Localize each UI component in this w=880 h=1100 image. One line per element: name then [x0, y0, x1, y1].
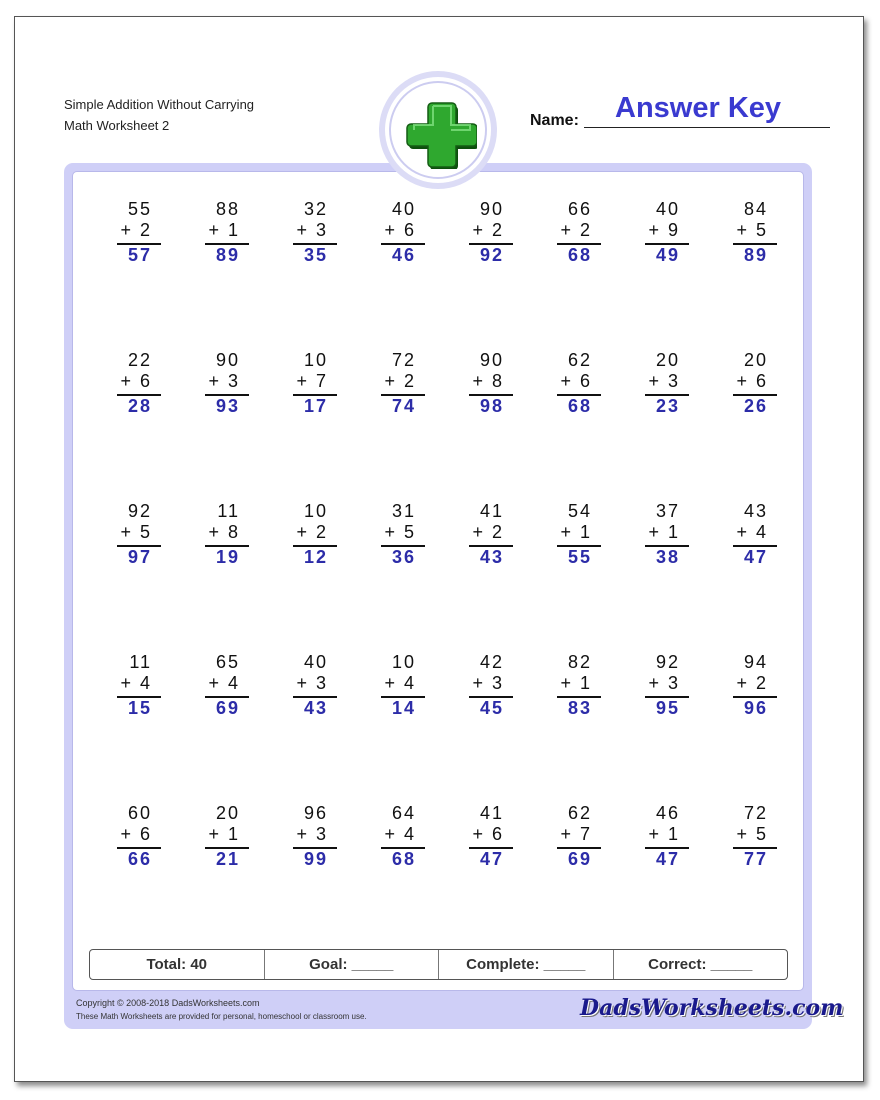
- answer-value: 19: [215, 547, 240, 567]
- addition-problem: [276, 350, 346, 430]
- addend-bottom: + 2: [296, 522, 328, 542]
- total-count: Total: 40: [90, 950, 265, 979]
- addend-bottom: + 7: [560, 824, 592, 844]
- answer-value: 45: [479, 698, 504, 718]
- answer-value: 74: [391, 396, 416, 416]
- addition-problem: [100, 803, 170, 883]
- addend-bottom: + 7: [296, 371, 328, 391]
- addition-problem: [540, 501, 610, 581]
- addend-bottom: + 6: [560, 371, 592, 391]
- addend-bottom: + 2: [560, 220, 592, 240]
- answer-value: 35: [303, 245, 328, 265]
- addend-bottom: + 4: [208, 673, 240, 693]
- answer-value: 17: [303, 396, 328, 416]
- addend-top: 37: [655, 501, 680, 521]
- addition-problem: [452, 199, 522, 279]
- addend-top: 90: [479, 350, 504, 370]
- addend-top: 11: [217, 501, 240, 521]
- addend-bottom: + 6: [120, 824, 152, 844]
- answer-value: 96: [743, 698, 768, 718]
- answer-value: 47: [743, 547, 768, 567]
- addend-top: 40: [655, 199, 680, 219]
- answer-value: 68: [391, 849, 416, 869]
- addend-top: 72: [391, 350, 416, 370]
- addend-bottom: + 1: [648, 824, 680, 844]
- answer-value: 99: [303, 849, 328, 869]
- addend-top: 55: [127, 199, 152, 219]
- addend-top: 92: [655, 652, 680, 672]
- answer-value: 55: [567, 547, 592, 567]
- addend-top: 10: [303, 501, 328, 521]
- addend-bottom: + 2: [120, 220, 152, 240]
- addition-problem: [188, 652, 258, 732]
- addend-bottom: + 4: [736, 522, 768, 542]
- answer-value: 36: [391, 547, 416, 567]
- addend-bottom: + 1: [560, 673, 592, 693]
- answer-value: 68: [567, 396, 592, 416]
- addend-top: 40: [391, 199, 416, 219]
- answer-value: 38: [655, 547, 680, 567]
- addend-top: 20: [743, 350, 768, 370]
- complete-field: Complete: _____: [439, 950, 614, 979]
- answer-value: 95: [655, 698, 680, 718]
- brand-logo: DadsWorksheets.com: [580, 995, 844, 1021]
- addend-bottom: + 2: [472, 220, 504, 240]
- answer-value: 98: [479, 396, 504, 416]
- addition-problem: [276, 652, 346, 732]
- addition-problem: [276, 803, 346, 883]
- addend-bottom: + 5: [384, 522, 416, 542]
- answer-value: 28: [127, 396, 152, 416]
- addend-bottom: + 4: [384, 673, 416, 693]
- answer-value: 46: [391, 245, 416, 265]
- addition-problem: [100, 199, 170, 279]
- addend-bottom: + 4: [120, 673, 152, 693]
- answer-value: 89: [743, 245, 768, 265]
- addition-problem: [716, 652, 786, 732]
- answer-value: 15: [127, 698, 152, 718]
- addend-bottom: + 3: [648, 673, 680, 693]
- addition-problem: [188, 350, 258, 430]
- addend-bottom: + 3: [296, 220, 328, 240]
- addition-problem: [628, 803, 698, 883]
- answer-value: 93: [215, 396, 240, 416]
- addition-problem: [364, 501, 434, 581]
- answer-value: 47: [479, 849, 504, 869]
- addend-top: 65: [215, 652, 240, 672]
- addend-top: 90: [215, 350, 240, 370]
- addition-problem: [276, 501, 346, 581]
- answer-value: 89: [215, 245, 240, 265]
- addend-top: 94: [743, 652, 768, 672]
- addend-top: 90: [479, 199, 504, 219]
- answer-value: 69: [567, 849, 592, 869]
- addend-top: 62: [567, 803, 592, 823]
- addend-bottom: + 6: [384, 220, 416, 240]
- answer-value: 23: [655, 396, 680, 416]
- usage-notice: These Math Worksheets are provided for personal, homeschool or classroom use.: [76, 1012, 367, 1021]
- addend-top: 66: [567, 199, 592, 219]
- addition-problem: [276, 199, 346, 279]
- addition-problem: [100, 652, 170, 732]
- addend-bottom: + 1: [560, 522, 592, 542]
- addend-top: 41: [479, 501, 504, 521]
- addend-bottom: + 1: [648, 522, 680, 542]
- addend-top: 60: [127, 803, 152, 823]
- addend-top: 43: [743, 501, 768, 521]
- addend-top: 72: [743, 803, 768, 823]
- answer-value: 77: [743, 849, 768, 869]
- addition-problem: [540, 803, 610, 883]
- addend-top: 64: [391, 803, 416, 823]
- problems-frame: [64, 163, 812, 1029]
- addend-bottom: + 6: [120, 371, 152, 391]
- answer-value: 69: [215, 698, 240, 718]
- answer-value: 57: [127, 245, 152, 265]
- addition-problem: [364, 803, 434, 883]
- addition-problem: [628, 199, 698, 279]
- answer-key-label: Answer Key: [615, 92, 782, 124]
- addition-problem: [716, 501, 786, 581]
- addend-top: 10: [303, 350, 328, 370]
- addition-problem: [364, 199, 434, 279]
- addition-problem: [540, 652, 610, 732]
- addition-problem: [364, 350, 434, 430]
- addition-problem: [188, 199, 258, 279]
- answer-value: 12: [303, 547, 328, 567]
- addend-bottom: + 2: [384, 371, 416, 391]
- addend-bottom: + 3: [296, 824, 328, 844]
- addend-bottom: + 6: [736, 371, 768, 391]
- addition-problem: [452, 501, 522, 581]
- addend-top: 84: [743, 199, 768, 219]
- answer-value: 92: [479, 245, 504, 265]
- addition-problem: [188, 803, 258, 883]
- addend-top: 92: [127, 501, 152, 521]
- answer-value: 43: [479, 547, 504, 567]
- answer-value: 26: [743, 396, 768, 416]
- addend-top: 54: [567, 501, 592, 521]
- addend-top: 20: [655, 350, 680, 370]
- addition-problem: [188, 501, 258, 581]
- addition-problem: [100, 350, 170, 430]
- green-plus-icon: [405, 97, 477, 169]
- addend-bottom: + 3: [296, 673, 328, 693]
- addend-top: 88: [215, 199, 240, 219]
- addition-problem: [628, 501, 698, 581]
- addend-bottom: + 5: [736, 220, 768, 240]
- addition-problem: [100, 501, 170, 581]
- addend-top: 11: [129, 652, 152, 672]
- answer-value: 97: [127, 547, 152, 567]
- addend-top: 41: [479, 803, 504, 823]
- answer-value: 14: [391, 698, 416, 718]
- addition-problem: [540, 199, 610, 279]
- score-bar: [89, 949, 788, 980]
- addend-bottom: + 3: [208, 371, 240, 391]
- answer-value: 43: [303, 698, 328, 718]
- copyright-text: Copyright © 2008-2018 DadsWorksheets.com: [76, 998, 260, 1008]
- addend-top: 10: [391, 652, 416, 672]
- addend-bottom: + 5: [120, 522, 152, 542]
- addend-top: 96: [303, 803, 328, 823]
- addend-bottom: + 5: [736, 824, 768, 844]
- addend-bottom: + 4: [384, 824, 416, 844]
- addend-top: 40: [303, 652, 328, 672]
- answer-value: 49: [655, 245, 680, 265]
- goal-field: Goal: _____: [265, 950, 440, 979]
- addend-top: 62: [567, 350, 592, 370]
- addend-bottom: + 1: [208, 824, 240, 844]
- answer-value: 47: [655, 849, 680, 869]
- addend-bottom: + 6: [472, 824, 504, 844]
- addition-problem: [628, 350, 698, 430]
- problems-grid: [72, 171, 804, 991]
- addition-problem: [452, 350, 522, 430]
- answer-value: 21: [215, 849, 240, 869]
- correct-field: Correct: _____: [648, 956, 753, 973]
- answer-value: 66: [127, 849, 152, 869]
- addend-top: 46: [655, 803, 680, 823]
- addition-problem: [364, 652, 434, 732]
- worksheet-subtitle: Math Worksheet 2: [64, 118, 170, 133]
- name-line: [584, 127, 830, 128]
- addend-bottom: + 2: [736, 673, 768, 693]
- addition-problem: [628, 652, 698, 732]
- addend-bottom: + 8: [208, 522, 240, 542]
- addend-bottom: + 1: [208, 220, 240, 240]
- addend-bottom: + 2: [472, 522, 504, 542]
- addition-problem: [452, 652, 522, 732]
- answer-value: 68: [567, 245, 592, 265]
- addend-bottom: + 9: [648, 220, 680, 240]
- addend-top: 82: [567, 652, 592, 672]
- plus-badge: [379, 71, 497, 189]
- addition-problem: [716, 199, 786, 279]
- answer-value: 83: [567, 698, 592, 718]
- addend-bottom: + 3: [648, 371, 680, 391]
- name-label: Name:: [530, 112, 579, 129]
- addition-problem: [540, 350, 610, 430]
- addend-top: 31: [391, 501, 416, 521]
- addend-top: 42: [479, 652, 504, 672]
- addend-top: 32: [303, 199, 328, 219]
- addend-bottom: + 8: [472, 371, 504, 391]
- addition-problem: [452, 803, 522, 883]
- addend-bottom: + 3: [472, 673, 504, 693]
- addend-top: 22: [127, 350, 152, 370]
- addend-top: 20: [215, 803, 240, 823]
- worksheet-title: Simple Addition Without Carrying: [64, 97, 255, 112]
- addition-problem: [716, 803, 786, 883]
- addition-problem: [716, 350, 786, 430]
